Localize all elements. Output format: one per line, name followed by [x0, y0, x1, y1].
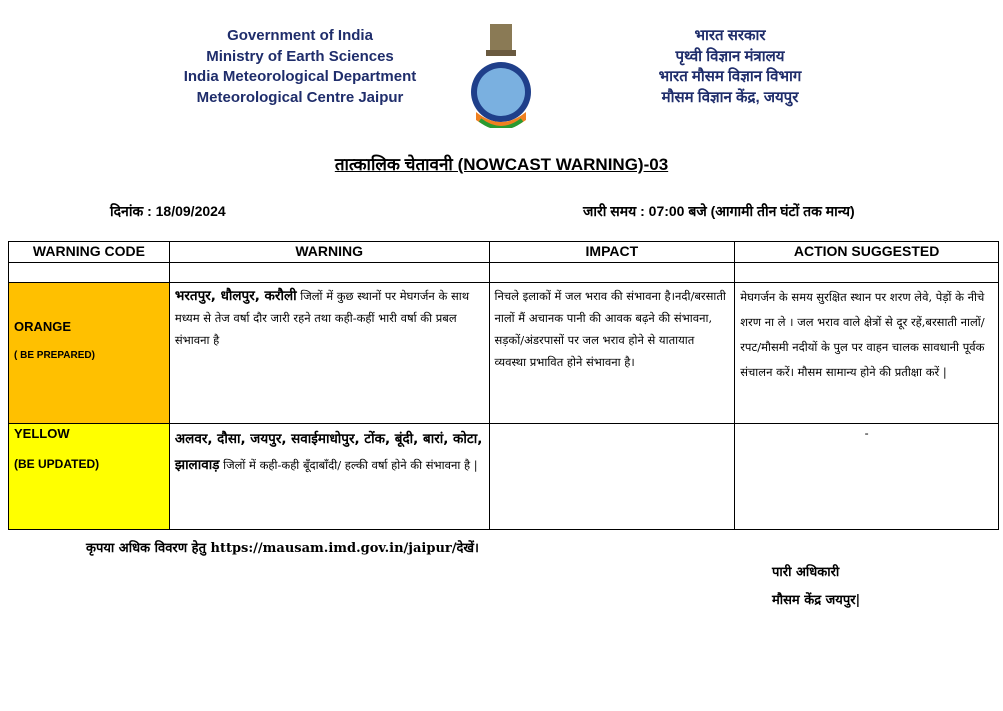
footer-note: कृपया अधिक विवरण हेतु https://mausam.imd.gov.in/jaipur/देखें। — [86, 541, 479, 556]
warning-code-sub: (BE UPDATED) — [14, 457, 100, 471]
header-line: भारत मौसम विज्ञान विभाग — [658, 68, 802, 85]
table-header-row — [9, 242, 999, 263]
issue-date: दिनांक : 18/09/2024 — [110, 203, 226, 219]
header-hindi — [600, 26, 860, 108]
action-cell: - — [735, 424, 999, 530]
col-header: WARNING CODE — [9, 242, 170, 263]
warning-code: ORANGE — [14, 319, 72, 334]
warning-table — [8, 241, 999, 530]
warning-text: जिलों में कही-कही बूँदाबाँदी/ हल्की वर्षा होने की संभावना है | — [219, 458, 478, 472]
impact-cell — [489, 424, 735, 530]
impact-text: निचले इलाकों में जल भराव की संभावना है।नदी/बरसाती नालों मैं अचानक पानी की आवक बढ़ने की संभावना, सड़कों/अंडरपासों पर जल भराव होने से यातायात व्यवस्था प्रभावित होने संभावना है। — [494, 289, 726, 369]
header-line: Ministry of Earth Sciences — [206, 47, 394, 65]
header-line: पृथ्वी विज्ञान मंत्रालय — [675, 47, 785, 65]
districts: अलवर, दौसा, जयपुर, सवाईमाधोपुर, टोंक, बूंदी, बारां, कोटा, झालावाड़ — [174, 431, 483, 473]
action-text: मेघगर्जन के समय सुरक्षित स्थान पर शरण लेवे, पेड़ों के नीचे शरण ना ले । जल भराव वाले क्षेत्रों से दूर रहें,बरसाती नालों/रपट/मौसमी नदीयों के पुल पर वाहन चालक सावधानी पूर्वक संचालन करें। मौसम सामान्य होने की प्रतीक्षा करें | — [740, 290, 985, 379]
header-line: Meteorological Centre Jaipur — [196, 88, 404, 106]
header-line: India Meteorological Department — [183, 68, 417, 85]
districts: भरतपुर, धौलपुर, करौली — [174, 288, 297, 304]
warning-cell — [169, 283, 489, 424]
col-header: WARNING — [169, 242, 489, 263]
header-line: भारत सरकार — [694, 27, 766, 44]
header-line: Government of India — [227, 27, 373, 44]
issue-time: जारी समय : 07:00 बजे (आगामी तीन घंटों तक मान्य) — [583, 203, 855, 219]
warning-code-cell — [9, 283, 170, 424]
warning-text: जिलों में कुछ स्थानों पर मेघगर्जन के साथ मध्यम से तेज वर्षा दौर जारी रहने तथा कही-कहीं भारी वर्षा की प्रबल संभावना है — [174, 289, 470, 347]
document-title: तात्कालिक चेतावनी (NOWCAST WARNING)-03 — [334, 155, 669, 174]
header-english — [150, 26, 450, 108]
impact-cell — [489, 283, 735, 424]
warning-cell — [169, 424, 489, 530]
action-cell — [735, 283, 999, 424]
warning-code-cell — [9, 424, 170, 530]
warning-code-sub: ( BE PREPARED) — [14, 350, 95, 361]
col-header: IMPACT — [489, 242, 735, 263]
signature-line: मौसम केंद्र जयपुर| — [772, 593, 861, 608]
table-row — [9, 283, 999, 424]
table-row — [9, 424, 999, 530]
header-line: मौसम विज्ञान केंद्र, जयपुर — [661, 88, 799, 106]
empty-row — [9, 263, 999, 283]
imd-logo-emblem — [468, 20, 534, 128]
signature-line: पारी अधिकारी — [772, 565, 840, 580]
col-header: ACTION SUGGESTED — [735, 242, 999, 263]
warning-code: YELLOW — [14, 426, 70, 441]
